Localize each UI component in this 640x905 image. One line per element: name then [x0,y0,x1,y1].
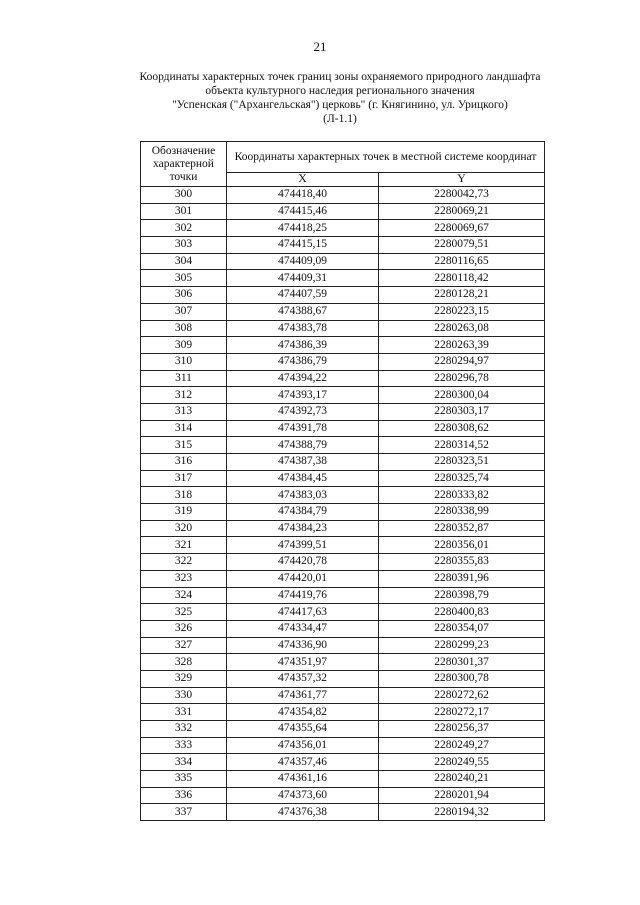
table-row [141,737,545,754]
header-x: X [227,173,379,187]
point-id-cell: 328 [141,654,227,671]
x-coordinate-cell: 474383,03 [227,487,379,504]
table-row [141,687,545,704]
x-coordinate-cell: 474373,60 [227,787,379,804]
point-id-cell: 329 [141,670,227,687]
table-row [141,237,545,254]
table-row [141,520,545,537]
point-id-cell: 311 [141,370,227,387]
title-line-2: объекта культурного наследия регионального значения [205,85,475,97]
y-coordinate-cell: 2280272,17 [379,704,545,721]
document-title [90,70,590,126]
table-row [141,353,545,370]
point-id-cell: 306 [141,287,227,304]
point-id-cell: 314 [141,420,227,437]
x-coordinate-cell: 474392,73 [227,403,379,420]
point-id-cell: 313 [141,403,227,420]
page-number: 21 [313,39,327,54]
x-coordinate-cell: 474376,38 [227,804,379,821]
y-coordinate-cell: 2280314,52 [379,437,545,454]
table-row [141,787,545,804]
point-id-cell: 307 [141,303,227,320]
x-coordinate-cell: 474361,16 [227,771,379,788]
y-coordinate-cell: 2280249,55 [379,754,545,771]
y-coordinate-cell: 2280042,73 [379,187,545,204]
x-coordinate-cell: 474336,90 [227,637,379,654]
table-row [141,420,545,437]
table-row [141,554,545,571]
y-coordinate-cell: 2280263,08 [379,320,545,337]
x-coordinate-cell: 474386,79 [227,353,379,370]
x-coordinate-cell: 474383,78 [227,320,379,337]
y-coordinate-cell: 2280116,65 [379,253,545,270]
point-id-cell: 309 [141,337,227,354]
y-coordinate-cell: 2280354,07 [379,620,545,637]
point-id-cell: 335 [141,771,227,788]
table-row [141,454,545,471]
y-coordinate-cell: 2280323,51 [379,454,545,471]
point-id-cell: 325 [141,604,227,621]
point-id-cell: 324 [141,587,227,604]
table-row [141,604,545,621]
table-row [141,637,545,654]
point-id-cell: 322 [141,554,227,571]
title-line-1: Координаты характерных точек границ зоны охраняемого природного ландшафта [139,71,541,83]
x-coordinate-cell: 474384,23 [227,520,379,537]
x-coordinate-cell: 474407,59 [227,287,379,304]
table-row [141,470,545,487]
point-id-cell: 303 [141,237,227,254]
x-coordinate-cell: 474418,40 [227,187,379,204]
table-row [141,303,545,320]
table-header [141,142,545,187]
point-id-cell: 334 [141,754,227,771]
y-coordinate-cell: 2280299,23 [379,637,545,654]
table-row [141,320,545,337]
x-coordinate-cell: 474355,64 [227,721,379,738]
y-coordinate-cell: 2280079,51 [379,237,545,254]
point-id-cell: 330 [141,687,227,704]
x-coordinate-cell: 474419,76 [227,587,379,604]
point-id-cell: 319 [141,504,227,521]
title-line-3: "Успенская ("Архангельская") церковь" (г. Княгинино, ул. Урицкого) [172,99,508,111]
y-coordinate-cell: 2280333,82 [379,487,545,504]
table-row [141,387,545,404]
x-coordinate-cell: 474391,78 [227,420,379,437]
table-row [141,754,545,771]
table-row [141,370,545,387]
point-id-cell: 310 [141,353,227,370]
x-coordinate-cell: 474420,78 [227,554,379,571]
table-row [141,587,545,604]
y-coordinate-cell: 2280296,78 [379,370,545,387]
y-coordinate-cell: 2280069,67 [379,220,545,237]
x-coordinate-cell: 474384,45 [227,470,379,487]
y-coordinate-cell: 2280263,39 [379,337,545,354]
y-coordinate-cell: 2280256,37 [379,721,545,738]
x-coordinate-cell: 474361,77 [227,687,379,704]
point-id-cell: 308 [141,320,227,337]
point-id-cell: 331 [141,704,227,721]
y-coordinate-cell: 2280325,74 [379,470,545,487]
point-id-cell: 305 [141,270,227,287]
table-row [141,570,545,587]
point-id-cell: 312 [141,387,227,404]
title-line-4: (Л-1.1) [323,113,357,125]
y-coordinate-cell: 2280355,83 [379,554,545,571]
point-id-cell: 326 [141,620,227,637]
point-id-cell: 317 [141,470,227,487]
x-coordinate-cell: 474399,51 [227,537,379,554]
y-coordinate-cell: 2280240,21 [379,771,545,788]
table-body [141,187,545,821]
point-id-cell: 301 [141,203,227,220]
y-coordinate-cell: 2280249,27 [379,737,545,754]
y-coordinate-cell: 2280128,21 [379,287,545,304]
table-row [141,620,545,637]
table-row [141,487,545,504]
table-row [141,804,545,821]
point-id-cell: 315 [141,437,227,454]
y-coordinate-cell: 2280356,01 [379,537,545,554]
y-coordinate-cell: 2280300,78 [379,670,545,687]
y-coordinate-cell: 2280294,97 [379,353,545,370]
point-id-cell: 321 [141,537,227,554]
y-coordinate-cell: 2280118,42 [379,270,545,287]
table-row [141,287,545,304]
table-row [141,253,545,270]
point-id-cell: 320 [141,520,227,537]
x-coordinate-cell: 474386,39 [227,337,379,354]
y-coordinate-cell: 2280338,99 [379,504,545,521]
y-coordinate-cell: 2280352,87 [379,520,545,537]
table-row [141,270,545,287]
x-coordinate-cell: 474418,25 [227,220,379,237]
table-row [141,403,545,420]
x-coordinate-cell: 474351,97 [227,654,379,671]
y-coordinate-cell: 2280303,17 [379,403,545,420]
point-id-cell: 318 [141,487,227,504]
point-id-cell: 300 [141,187,227,204]
point-id-cell: 333 [141,737,227,754]
x-coordinate-cell: 474394,22 [227,370,379,387]
table-row [141,187,545,204]
x-coordinate-cell: 474409,31 [227,270,379,287]
table-row [141,771,545,788]
y-coordinate-cell: 2280069,21 [379,203,545,220]
table-row [141,721,545,738]
x-coordinate-cell: 474357,46 [227,754,379,771]
x-coordinate-cell: 474420,01 [227,570,379,587]
y-coordinate-cell: 2280301,37 [379,654,545,671]
y-coordinate-cell: 2280272,62 [379,687,545,704]
x-coordinate-cell: 474415,46 [227,203,379,220]
coordinates-table [140,141,545,821]
y-coordinate-cell: 2280398,79 [379,587,545,604]
y-coordinate-cell: 2280308,62 [379,420,545,437]
point-id-cell: 337 [141,804,227,821]
table-row [141,654,545,671]
x-coordinate-cell: 474384,79 [227,504,379,521]
x-coordinate-cell: 474415,15 [227,237,379,254]
y-coordinate-cell: 2280400,83 [379,604,545,621]
x-coordinate-cell: 474388,67 [227,303,379,320]
table-row [141,704,545,721]
x-coordinate-cell: 474357,32 [227,670,379,687]
x-coordinate-cell: 474388,79 [227,437,379,454]
table-row [141,504,545,521]
point-id-cell: 304 [141,253,227,270]
point-id-cell: 336 [141,787,227,804]
x-coordinate-cell: 474393,17 [227,387,379,404]
x-coordinate-cell: 474354,82 [227,704,379,721]
y-coordinate-cell: 2280201,94 [379,787,545,804]
x-coordinate-cell: 474334,47 [227,620,379,637]
y-coordinate-cell: 2280391,96 [379,570,545,587]
x-coordinate-cell: 474387,38 [227,454,379,471]
table-row [141,437,545,454]
table-row [141,203,545,220]
table-row [141,220,545,237]
x-coordinate-cell: 474409,09 [227,253,379,270]
y-coordinate-cell: 2280300,04 [379,387,545,404]
point-id-cell: 332 [141,721,227,738]
table-row [141,537,545,554]
x-coordinate-cell: 474356,01 [227,737,379,754]
point-id-cell: 323 [141,570,227,587]
y-coordinate-cell: 2280223,15 [379,303,545,320]
header-y: Y [379,173,545,187]
x-coordinate-cell: 474417,63 [227,604,379,621]
header-point: Обозначение характерной точки [141,142,227,187]
y-coordinate-cell: 2280194,32 [379,804,545,821]
point-id-cell: 316 [141,454,227,471]
table-row [141,337,545,354]
header-coordinates: Координаты характерных точек в местной системе координат [227,142,545,173]
table-row [141,670,545,687]
point-id-cell: 327 [141,637,227,654]
point-id-cell: 302 [141,220,227,237]
